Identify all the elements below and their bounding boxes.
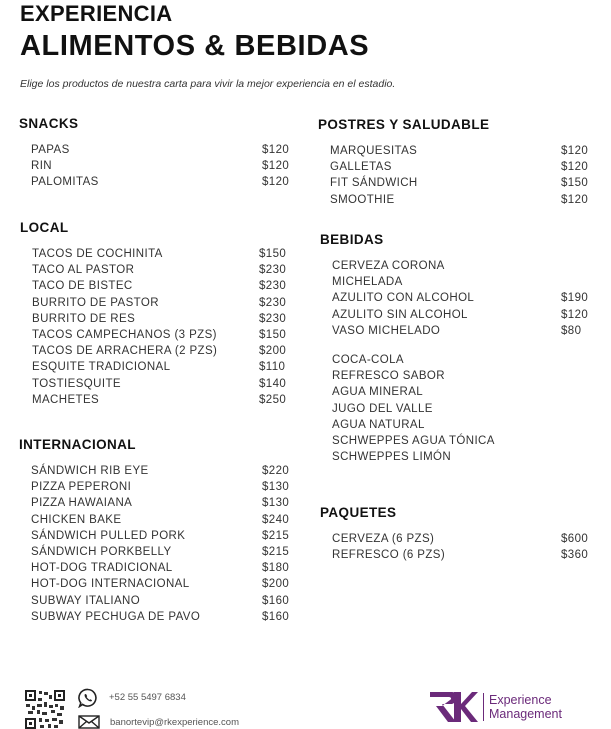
item-name: VASO MICHELADO xyxy=(332,324,441,337)
item-price: $150 xyxy=(259,248,287,260)
section-title: SNACKS xyxy=(19,116,79,131)
menu-item xyxy=(332,449,588,465)
mail-icon xyxy=(78,715,100,729)
menu-item xyxy=(31,544,292,560)
item-name: TACOS DE ARRACHERA (2 PZS) xyxy=(32,345,218,358)
menu-item xyxy=(332,323,588,339)
menu-item xyxy=(330,192,588,208)
menu-item xyxy=(332,368,588,384)
page-subtitle: Elige los productos de nuestra carta para vivir la mejor experiencia en el estadio. xyxy=(20,78,396,90)
item-name: SUBWAY PECHUGA DE PAVO xyxy=(31,610,201,623)
item-name: MARQUESITAS xyxy=(330,145,418,157)
section-title: POSTRES Y SALUDABLE xyxy=(318,117,490,132)
menu-item xyxy=(32,295,290,311)
contact-email: banortevip@rkexperience.com xyxy=(110,717,239,728)
item-name: PIZZA HAWAIANA xyxy=(31,497,133,510)
item-price: $215 xyxy=(262,545,290,558)
menu-item xyxy=(31,174,289,190)
item-price: $120 xyxy=(262,144,290,156)
item-price: $120 xyxy=(561,161,589,174)
menu-item xyxy=(32,359,290,375)
item-price: $230 xyxy=(259,296,287,309)
item-price: $220 xyxy=(262,465,290,477)
item-name: MICHELADA xyxy=(332,276,403,289)
item-price: $200 xyxy=(262,578,290,591)
item-name: TACOS DE COCHINITA xyxy=(32,248,163,260)
menu-item xyxy=(332,531,588,547)
item-name: BURRITO DE RES xyxy=(32,312,136,325)
menu-item xyxy=(32,278,290,294)
section-bebidas xyxy=(320,232,588,339)
logo-line2: Management xyxy=(489,707,562,721)
menu-item xyxy=(32,262,290,278)
item-name: REFRESCO (6 PZS) xyxy=(332,549,446,562)
item-name: PIZZA PEPERONI xyxy=(31,481,132,494)
menu-item xyxy=(332,433,588,449)
section-paquetes xyxy=(320,505,588,563)
item-name: SCHWEPPES AGUA TÓNICA xyxy=(332,434,495,447)
contact-phone: +52 55 5497 6834 xyxy=(109,692,186,703)
menu-item xyxy=(31,495,292,511)
item-name: SÁNDWICH PULLED PORK xyxy=(31,529,186,542)
item-name: SMOOTHIE xyxy=(330,193,395,206)
item-name: HOT-DOG INTERNACIONAL xyxy=(31,578,190,591)
item-name: AGUA MINERAL xyxy=(332,386,424,399)
item-price: $120 xyxy=(262,160,290,173)
item-price: $130 xyxy=(262,481,290,494)
menu-item xyxy=(31,158,289,174)
menu-item xyxy=(332,384,588,400)
menu-item xyxy=(332,274,588,290)
item-price: $360 xyxy=(561,549,589,562)
item-price: $190 xyxy=(561,292,589,305)
item-name: COCA-COLA xyxy=(332,354,404,366)
page-title-line2: ALIMENTOS & BEBIDAS xyxy=(20,30,370,62)
menu-item xyxy=(31,593,292,609)
menu-item xyxy=(32,392,290,408)
item-price: $200 xyxy=(259,345,287,358)
item-price: $250 xyxy=(259,393,287,406)
section-postres-saludable xyxy=(318,117,588,208)
section-title: INTERNACIONAL xyxy=(19,437,136,452)
menu-item xyxy=(31,463,292,479)
item-name: FIT SÁNDWICH xyxy=(330,177,418,190)
menu-item xyxy=(332,352,588,368)
qr-code-icon xyxy=(25,690,65,729)
logo-divider xyxy=(483,693,484,721)
menu-item xyxy=(32,343,290,359)
item-name: AZULITO CON ALCOHOL xyxy=(332,292,475,305)
item-price: $150 xyxy=(259,328,287,341)
item-name: TACO AL PASTOR xyxy=(32,264,135,277)
menu-item xyxy=(332,307,588,323)
section-internacional xyxy=(19,437,292,625)
menu-item xyxy=(31,609,292,625)
item-name: TACO DE BISTEC xyxy=(32,280,133,293)
item-price xyxy=(561,258,588,274)
whatsapp-icon xyxy=(78,688,98,708)
item-name: RIN xyxy=(31,160,53,173)
menu-item xyxy=(31,142,289,158)
section-bebidas-soft-drinks xyxy=(320,352,588,465)
menu-item xyxy=(330,143,588,159)
item-name: PALOMITAS xyxy=(31,176,99,189)
section-snacks xyxy=(19,116,289,191)
menu-item xyxy=(31,512,292,528)
page-title-line1: EXPERIENCIA xyxy=(20,1,173,26)
item-price: $140 xyxy=(259,377,287,390)
item-name: AZULITO SIN ALCOHOL xyxy=(332,308,468,321)
menu-item xyxy=(31,560,292,576)
item-name: BURRITO DE PASTOR xyxy=(32,296,159,309)
item-name: MACHETES xyxy=(32,393,100,406)
item-price: $120 xyxy=(262,176,290,189)
logo-text xyxy=(489,693,562,721)
item-price: $150 xyxy=(561,177,589,190)
item-price: $130 xyxy=(262,497,290,510)
menu-item xyxy=(330,175,588,191)
section-title: PAQUETES xyxy=(320,505,397,520)
item-name: TACOS CAMPECHANOS (3 PZS) xyxy=(32,328,217,341)
item-name: HOT-DOG TRADICIONAL xyxy=(31,562,173,575)
item-price: $160 xyxy=(262,610,290,623)
menu-item xyxy=(32,327,290,343)
menu-item xyxy=(32,246,290,262)
item-name: CHICKEN BAKE xyxy=(31,513,122,526)
item-price: $160 xyxy=(262,594,290,607)
item-name: ESQUITE TRADICIONAL xyxy=(32,361,171,374)
menu-item xyxy=(332,290,588,306)
section-local xyxy=(20,220,290,408)
section-title: LOCAL xyxy=(20,220,69,235)
item-price: $240 xyxy=(262,513,290,526)
menu-item xyxy=(332,401,588,417)
item-price: $120 xyxy=(561,308,589,321)
item-price: $120 xyxy=(561,145,589,157)
section-title: BEBIDAS xyxy=(320,232,384,247)
item-name: SÁNDWICH PORKBELLY xyxy=(31,545,172,558)
item-price xyxy=(561,274,588,290)
item-name: SUBWAY ITALIANO xyxy=(31,594,141,607)
item-name: CERVEZA CORONA xyxy=(332,260,445,272)
item-price: $120 xyxy=(561,193,589,206)
menu-item xyxy=(32,376,290,392)
rk-logo-icon xyxy=(428,690,478,724)
item-name: SCHWEPPES LIMÓN xyxy=(332,451,452,464)
menu-item xyxy=(31,576,292,592)
menu-item xyxy=(332,547,588,563)
menu-item xyxy=(330,159,588,175)
item-price: $230 xyxy=(259,312,287,325)
item-price: $80 xyxy=(561,324,582,337)
item-name: GALLETAS xyxy=(330,161,392,174)
item-name: SÁNDWICH RIB EYE xyxy=(31,465,149,477)
item-price: $230 xyxy=(259,280,287,293)
item-name: PAPAS xyxy=(31,144,70,156)
item-price: $600 xyxy=(561,533,589,545)
logo-line1: Experience xyxy=(489,693,552,707)
item-name: AGUA NATURAL xyxy=(332,418,425,431)
item-price: $110 xyxy=(259,361,286,374)
menu-item xyxy=(31,479,292,495)
menu-item xyxy=(32,311,290,327)
item-name: TOSTIESQUITE xyxy=(32,377,121,390)
menu-item xyxy=(31,528,292,544)
item-price: $215 xyxy=(262,529,290,542)
menu-item xyxy=(332,258,588,274)
item-name: CERVEZA (6 PZS) xyxy=(332,533,435,545)
menu-item xyxy=(332,417,588,433)
item-name: REFRESCO SABOR xyxy=(332,370,445,383)
item-price: $180 xyxy=(262,562,290,575)
item-price: $230 xyxy=(259,264,287,277)
item-name: JUGO DEL VALLE xyxy=(332,402,433,415)
